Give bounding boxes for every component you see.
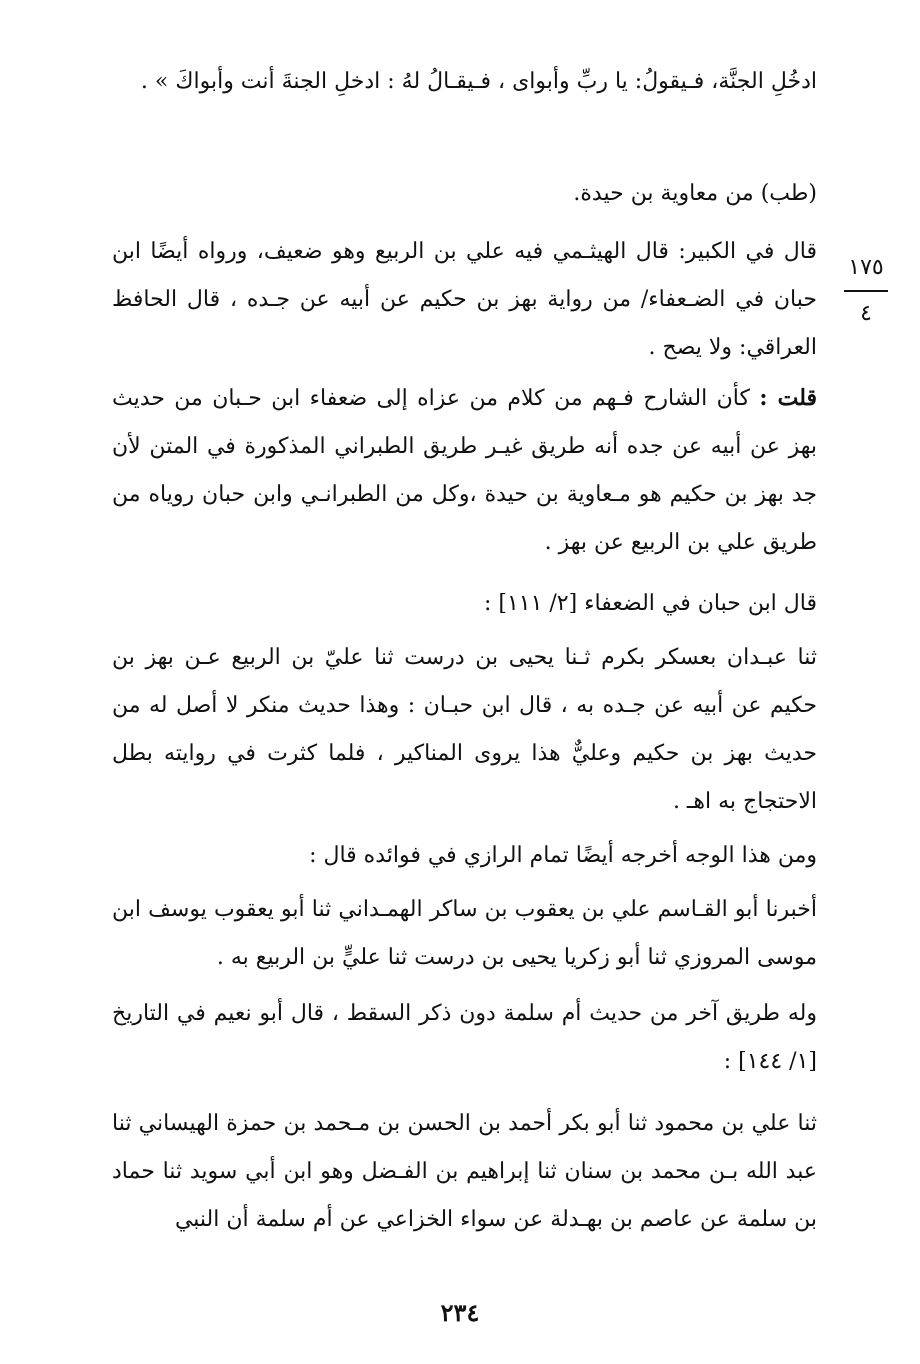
paragraph-text: ثنا علي بن محمود ثنا أبو بكر أحمد بن الحسن بن مـحمد بن حمزة الهيساني ثنا عبد الله بـن محمد بن سنان ثنا إبراهيم بن الفـضل وهو ابن أبي سويد ثنا حماد بن سلمة عن عاصم بن بهـدلة عن سواء الخزاعي عن أم سلمة أن النبي (112, 1111, 817, 1232)
page-number: ٢٣٤ (440, 1298, 480, 1327)
paragraph-lead-word: قلت : (759, 385, 817, 411)
paragraph-text: ادخُلِ الجنَّة، فـيقولُ: يا ربِّ وأبواى ، فـيقـالُ لهُ : ادخلِ الجنةَ أنت وأبواكَ » . (140, 69, 817, 94)
margin-reference (842, 250, 890, 332)
paragraph-al-kabir (112, 228, 817, 372)
paragraph-isnad-ali-mahmud (112, 1100, 817, 1244)
paragraph-text: ثنا عبـدان بعسكر بكرم ثـنا يحيى بن درست ثنا عليّ بن الربيع عـن بهز بن حكيم عن أبيه عن جـده به ، قال ابن حبـان : وهذا حديث منكر لا أصل له من حديث بهز بن حكيم وعليٌّ هذا يروى المناكير ، فلما كثرت في روايته بطل الاحتجاج به اهـ . (112, 645, 817, 814)
paragraph-isnad-abdan (112, 634, 817, 826)
margin-reference-rule (844, 290, 888, 292)
paragraph-continuation (112, 58, 817, 106)
paragraph-umm-salama (112, 990, 817, 1086)
paragraph-isnad-abu-qasim (112, 886, 817, 982)
paragraph-text: (طب) من معاوية بن حيدة. (573, 181, 817, 206)
paragraph-text: قال في الكبير: قال الهيثـمي فيه علي بن الربيع وهو ضعيف، ورواه أيضًا ابن حبان في الضـعفاء/ من رواية بهز بن حكيم عن أبيه عن جـده ، قال الحافظ العراقي: ولا يصح . (112, 239, 817, 360)
paragraph-text: وله طريق آخر من حديث أم سلمة دون ذكر السقط ، قال أبو نعيم في التاريخ [١/ ١٤٤] : (112, 1001, 817, 1074)
source-attribution (112, 170, 817, 218)
paragraph-ibn-hibban-heading (112, 580, 817, 628)
paragraph-text: أخبرنا أبو القـاسم علي بن يعقوب بن ساكر الهمـداني ثنا أبو يعقوب يوسف ابن موسى المروزي ثنا أبو زكريا يحيى بن درست ثنا عليٍّ بن الربيع به . (112, 897, 817, 970)
margin-reference-bottom: ٤ (860, 301, 872, 326)
paragraph-tammam-heading (112, 832, 817, 880)
paragraph-qultu (112, 374, 817, 567)
paragraph-text: كأن الشارح فـهم من كلام من عزاه إلى ضعفاء ابن حـبان من حديث بهز عن أبيه عن جده أنه طريق غيـر طريق الطبراني المذكورة في المتن لأن جد بهز بن حكيم هو مـعاوية بن حيدة ،وكل من الطبرانـي وابن حبان روياه من طريق علي بن الربيع عن بهز . (112, 386, 817, 555)
paragraph-text: قال ابن حبان في الضعفاء [٢/ ١١١] : (483, 591, 817, 616)
paragraph-text: ومن هذا الوجه أخرجه أيضًا تمام الرازي في فوائده قال : (309, 843, 817, 868)
margin-reference-top: ١٧٥ (848, 255, 884, 280)
